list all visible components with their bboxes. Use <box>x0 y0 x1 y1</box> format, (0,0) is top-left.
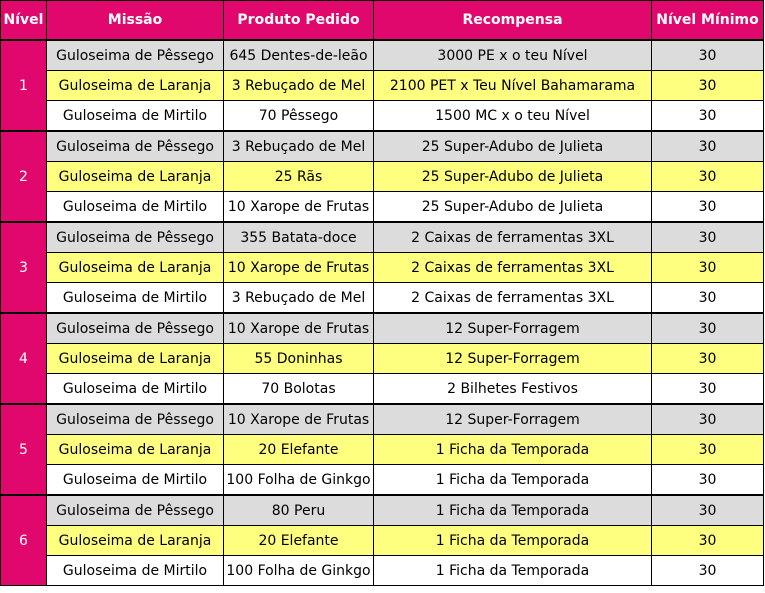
table-row <box>1 162 764 192</box>
level-cell: 5 <box>1 404 47 495</box>
table-row <box>1 71 764 101</box>
mission-cell: Guloseima de Mirtilo <box>47 556 224 586</box>
reward-cell: 1 Ficha da Temporada <box>374 556 652 586</box>
table-row <box>1 40 764 71</box>
product-cell: 70 Bolotas <box>224 374 374 405</box>
level-cell: 4 <box>1 313 47 404</box>
product-cell: 3 Rebuçado de Mel <box>224 131 374 162</box>
table-row <box>1 404 764 435</box>
mission-cell: Guloseima de Pêssego <box>47 131 224 162</box>
mission-cell: Guloseima de Pêssego <box>47 313 224 344</box>
reward-cell: 2 Caixas de ferramentas 3XL <box>374 283 652 314</box>
product-cell: 100 Folha de Ginkgo <box>224 465 374 496</box>
min-level-cell: 30 <box>652 222 764 253</box>
mission-cell: Guloseima de Mirtilo <box>47 101 224 132</box>
reward-cell: 1500 MC x o teu Nível <box>374 101 652 132</box>
table-body <box>1 40 764 586</box>
reward-cell: 1 Ficha da Temporada <box>374 465 652 496</box>
table-header-row <box>1 1 764 41</box>
table-row <box>1 495 764 526</box>
product-cell: 3 Rebuçado de Mel <box>224 283 374 314</box>
product-cell: 80 Peru <box>224 495 374 526</box>
min-level-cell: 30 <box>652 313 764 344</box>
min-level-cell: 30 <box>652 526 764 556</box>
mission-cell: Guloseima de Laranja <box>47 162 224 192</box>
reward-cell: 1 Ficha da Temporada <box>374 495 652 526</box>
min-level-cell: 30 <box>652 344 764 374</box>
product-cell: 10 Xarope de Frutas <box>224 253 374 283</box>
min-level-cell: 30 <box>652 465 764 496</box>
mission-cell: Guloseima de Mirtilo <box>47 465 224 496</box>
min-level-cell: 30 <box>652 374 764 405</box>
min-level-cell: 30 <box>652 283 764 314</box>
table-row <box>1 556 764 586</box>
mission-cell: Guloseima de Pêssego <box>47 495 224 526</box>
mission-cell: Guloseima de Laranja <box>47 526 224 556</box>
table-row <box>1 101 764 132</box>
product-cell: 70 Pêssego <box>224 101 374 132</box>
column-header-reward: Recompensa <box>374 1 652 41</box>
mission-cell: Guloseima de Pêssego <box>47 404 224 435</box>
table-row <box>1 435 764 465</box>
min-level-cell: 30 <box>652 253 764 283</box>
reward-cell: 12 Super-Forragem <box>374 404 652 435</box>
mission-cell: Guloseima de Laranja <box>47 435 224 465</box>
product-cell: 25 Rãs <box>224 162 374 192</box>
product-cell: 100 Folha de Ginkgo <box>224 556 374 586</box>
reward-cell: 12 Super-Forragem <box>374 344 652 374</box>
level-cell: 3 <box>1 222 47 313</box>
min-level-cell: 30 <box>652 495 764 526</box>
table-row <box>1 374 764 405</box>
mission-cell: Guloseima de Laranja <box>47 253 224 283</box>
table-row <box>1 192 764 223</box>
min-level-cell: 30 <box>652 404 764 435</box>
mission-cell: Guloseima de Laranja <box>47 71 224 101</box>
product-cell: 645 Dentes-de-leão <box>224 40 374 71</box>
min-level-cell: 30 <box>652 556 764 586</box>
reward-cell: 1 Ficha da Temporada <box>374 435 652 465</box>
table-row <box>1 526 764 556</box>
mission-cell: Guloseima de Mirtilo <box>47 192 224 223</box>
column-header-mission: Missão <box>47 1 224 41</box>
min-level-cell: 30 <box>652 162 764 192</box>
reward-cell: 2100 PET x Teu Nível Bahamarama <box>374 71 652 101</box>
min-level-cell: 30 <box>652 435 764 465</box>
min-level-cell: 30 <box>652 101 764 132</box>
product-cell: 10 Xarope de Frutas <box>224 313 374 344</box>
level-cell: 1 <box>1 40 47 131</box>
product-cell: 55 Doninhas <box>224 344 374 374</box>
table-row <box>1 253 764 283</box>
reward-cell: 2 Caixas de ferramentas 3XL <box>374 222 652 253</box>
reward-cell: 12 Super-Forragem <box>374 313 652 344</box>
min-level-cell: 30 <box>652 40 764 71</box>
product-cell: 10 Xarope de Frutas <box>224 192 374 223</box>
level-cell: 6 <box>1 495 47 586</box>
mission-cell: Guloseima de Mirtilo <box>47 374 224 405</box>
reward-cell: 1 Ficha da Temporada <box>374 526 652 556</box>
min-level-cell: 30 <box>652 131 764 162</box>
reward-cell: 25 Super-Adubo de Julieta <box>374 162 652 192</box>
min-level-cell: 30 <box>652 192 764 223</box>
mission-cell: Guloseima de Pêssego <box>47 222 224 253</box>
mission-cell: Guloseima de Laranja <box>47 344 224 374</box>
reward-cell: 25 Super-Adubo de Julieta <box>374 192 652 223</box>
column-header-product: Produto Pedido <box>224 1 374 41</box>
table-row <box>1 465 764 496</box>
reward-cell: 3000 PE x o teu Nível <box>374 40 652 71</box>
table-row <box>1 222 764 253</box>
level-cell: 2 <box>1 131 47 222</box>
product-cell: 10 Xarope de Frutas <box>224 404 374 435</box>
product-cell: 20 Elefante <box>224 526 374 556</box>
mission-cell: Guloseima de Pêssego <box>47 40 224 71</box>
table-row <box>1 283 764 314</box>
mission-cell: Guloseima de Mirtilo <box>47 283 224 314</box>
product-cell: 355 Batata-doce <box>224 222 374 253</box>
column-header-min-level: Nível Mínimo <box>652 1 764 41</box>
reward-cell: 2 Bilhetes Festivos <box>374 374 652 405</box>
column-header-level: Nível <box>1 1 47 41</box>
table-row <box>1 131 764 162</box>
reward-cell: 25 Super-Adubo de Julieta <box>374 131 652 162</box>
product-cell: 20 Elefante <box>224 435 374 465</box>
table-row <box>1 313 764 344</box>
min-level-cell: 30 <box>652 71 764 101</box>
table-row <box>1 344 764 374</box>
product-cell: 3 Rebuçado de Mel <box>224 71 374 101</box>
reward-cell: 2 Caixas de ferramentas 3XL <box>374 253 652 283</box>
